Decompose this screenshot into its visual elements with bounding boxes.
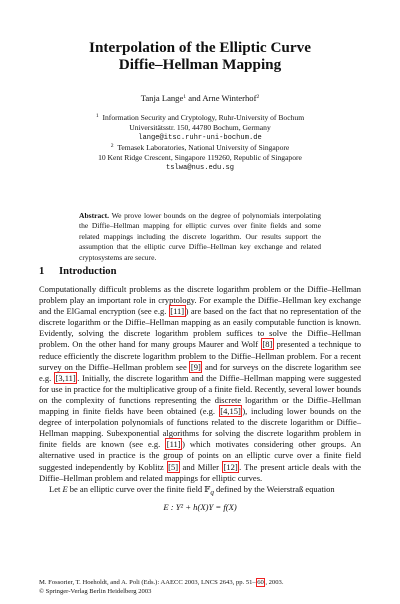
paragraph: Let E be an elliptic curve over the finite field 𝔽$_q$ defined by the Weierstraß equation xyxy=(49,483,335,497)
affiliation-2-line-2: 10 Kent Ridge Crescent, Singapore 119260, Republic of Singapore xyxy=(98,153,302,162)
citation-link[interactable]: [11] xyxy=(166,439,181,450)
affiliations xyxy=(0,113,400,173)
footer-copyright: © Springer-Verlag Berlin Heidelberg 2003 xyxy=(39,587,152,595)
author-name: Arne Winterhof xyxy=(202,93,257,103)
abstract-text: We prove lower bounds on the degree of polynomials interpolating the Diffie–Hellman mapping for elliptic curves over finite fields and some related mappings including the discrete logarithm. Our results support the assumption that the elliptic curve Diffie–Hellman key exchange and related cryptosystems are secure. xyxy=(79,211,321,262)
math-variable: E xyxy=(62,483,68,494)
paper-title xyxy=(0,39,400,73)
affiliation-2-email[interactable]: tslwa@nus.edu.sg xyxy=(165,164,235,172)
title-line-1: Interpolation of the Elliptic Curve xyxy=(89,39,311,56)
math-subscript: q xyxy=(210,488,214,497)
body-text xyxy=(39,284,361,514)
affiliation-mark: 1 xyxy=(95,113,99,119)
affiliation-1-email[interactable]: lange@itsc.ruhr-uni-bochum.de xyxy=(138,134,262,142)
affiliation-2-line-1: $^2$ Temasek Laboratories, National University of Singapore xyxy=(110,143,290,152)
citation-link[interactable]: [9] xyxy=(190,361,201,372)
affiliation-mark: 2 xyxy=(256,94,260,100)
citation-link[interactable]: [11] xyxy=(170,306,185,317)
affiliation-1-line-2: Universitätsstr. 150, 44780 Bochum, Germany xyxy=(129,123,271,132)
page-link[interactable]: 60 xyxy=(257,579,264,586)
author-name: Tanja Lange xyxy=(140,93,184,103)
affiliation-1-line-1: $^1$ Information Security and Cryptology, Ruhr-University of Bochum xyxy=(95,113,305,122)
abstract-label: Abstract. xyxy=(79,211,109,220)
abstract xyxy=(79,211,321,263)
affiliation-mark: 1 xyxy=(183,94,187,100)
citation-link[interactable]: [4,15] xyxy=(220,406,241,417)
footer-line-1: M. Fossorier, T. Hoeholdt, and A. Poli (Eds.): AAECC 2003, LNCS 2643, pp. 51– 60 , 2003. xyxy=(39,579,284,586)
footer-citation xyxy=(39,579,283,596)
section-heading xyxy=(39,266,117,277)
citation-link[interactable]: [8] xyxy=(262,339,273,350)
author-list xyxy=(0,93,400,103)
citation-link[interactable]: [5] xyxy=(168,461,179,472)
affiliation-mark: 2 xyxy=(110,143,114,149)
title-line-2: Diffie–Hellman Mapping xyxy=(118,56,282,73)
section-title: Introduction xyxy=(59,266,117,277)
weierstrass-equation: E : Y² + h(X)Y = f(X) xyxy=(163,502,237,513)
citation-link[interactable]: [12] xyxy=(223,461,238,472)
section-number: 1 xyxy=(39,266,45,277)
paragraph: Computationally difficult problems as the discrete logarithm problem or the Diffie–Hellman problem play an important role in cryptology. For example the Diffie–Hellman key exchange and the ElGamal encryption (see e.g. [11] ) are based on the fact that no representation of the discrete logarithm or the Diffie–Hellman mapping as an easily computable function is known. Evidently, solving the discrete logarithm problem suffices to solve the Diffie–Hellman problem. On the other hand for many groups Maurer and Wolf [8] presented a technique to reduce efficiently the discrete logarithm problem to the Diffie–Hellman problem. For a recent survey on the Diffie–Hellman problem see [9] and for surveys on the discrete logarithm see e.g. [3,11] . Initially, the discrete logarithm and the Diffie–Hellman mapping were suggested for use in practice for the multiplicative group of a finite field. Recently, several lower bounds on the complexity of functions representing the discrete logarithm or the Diffie–Hellman mapping in finite fields have been obtained (e.g. [4,15] ), including lower bounds on the degree of interpolation polynomials of functions related to the discrete logarithm or Diffie–Hellman mapping. Subexponential algorithms for solving the discrete logarithm problem in finite fields are known (see e.g. [11] ) which motivates considering other groups. An alternative used in practice is the group of points on an elliptic curve over a finite field suggested independently by Koblitz [5] and Miller [12] . The present article deals with the Diffie–Hellman problem and related mappings for elliptic curves. xyxy=(39,284,362,483)
citation-link[interactable]: [3,11] xyxy=(55,372,76,383)
author-connector: and xyxy=(186,93,203,103)
